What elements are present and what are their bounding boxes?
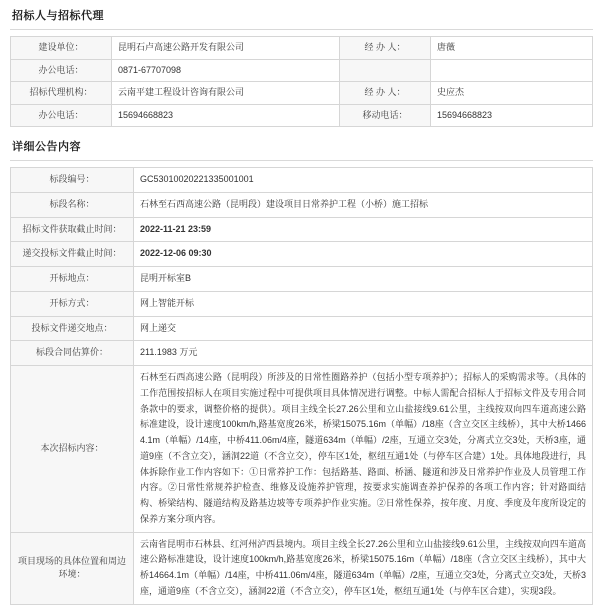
table-row [11, 168, 593, 193]
row-value: 0871-67707098 [112, 59, 340, 82]
row-value: 2022-12-06 09:30 [134, 242, 593, 267]
table-row [11, 37, 593, 60]
row-value: 云南平建工程设计咨询有限公司 [112, 82, 340, 105]
table-row [11, 59, 593, 82]
table-row [11, 316, 593, 341]
section-title-detail: 详细公告内容 [10, 131, 593, 161]
row-label: 递交投标文件截止时间： [11, 242, 134, 267]
row-label: 开标地点： [11, 267, 134, 292]
table-row [11, 532, 593, 604]
row-label: 办公电话： [11, 104, 112, 127]
row-value: 石林至石西高速公路（昆明段）所涉及的日常性圈路养护（包括小型专项养护）；招标人的采购需求等。（具体的工作范围按招标人在项目实施过程中可提供项目具体情况进行调整。中标人需配合招标人于招标文件及专用合同条款中的要求，调整价格的提供）。项目主线全长27.26公里和立山盐接线9.61公里，主线按双向四车道高速公路标准建设，设计速度100km/h,路基宽度26米，桥梁15075.16m（单幅）/18座（含立交区主线桥），其中大桥14664.1m（单幅）/14座，中桥411.06m/4座，隧道634m（单幅）/2座，互通立交3处，分离式立交3处，天桥3座，通道9座（不含立交），涵洞22道（不含立交），停车区1处，枢纽互通1处（与停车区合建）1处。具体地段进行，具体拆除作业工作内容如下：①日常养护工作：包括路基、路面、桥涵、隧道和涉及日常养护作业及人员管理工作内容。②日常性常规养护检查、维修及设施养护管理，按要求实施调查养护保养的各项工作内容；针对路面结构、桥梁结构、隧道结构及路基边坡等专项养护作业实施。②日常性保养，按年度、月度、季度及年度所设定的保养方案分项内容。 [134, 366, 593, 533]
row-value: 昆明石卢高速公路开发有限公司 [112, 37, 340, 60]
table-row [11, 192, 593, 217]
row-value [431, 59, 593, 82]
row-value: 石林至石西高速公路（昆明段）建设项目日常养护工程（小桥）施工招标 [134, 192, 593, 217]
row-label: 投标文件递交地点： [11, 316, 134, 341]
row-label: 开标方式： [11, 291, 134, 316]
row-value: 网上智能开标 [134, 291, 593, 316]
row-label: 招标文件获取截止时间： [11, 217, 134, 242]
row-label: 标段合同估算价： [11, 341, 134, 366]
row-value: 15694668823 [431, 104, 593, 127]
section-title-bidder: 招标人与招标代理 [10, 0, 593, 30]
row-label: 标段编号： [11, 168, 134, 193]
table-row [11, 217, 593, 242]
row-label: 标段名称： [11, 192, 134, 217]
table-row [11, 366, 593, 533]
row-label: 招标代理机构： [11, 82, 112, 105]
row-value: 15694668823 [112, 104, 340, 127]
row-value: 昆明开标室B [134, 267, 593, 292]
table-row [11, 82, 593, 105]
table-row [11, 291, 593, 316]
row-label: 移动电话： [340, 104, 431, 127]
row-value: 2022-11-21 23:59 [134, 217, 593, 242]
row-value: 史应杰 [431, 82, 593, 105]
row-label [340, 59, 431, 82]
detail-content-table [10, 167, 593, 605]
table-row [11, 267, 593, 292]
row-label: 办公电话： [11, 59, 112, 82]
row-label: 建设单位： [11, 37, 112, 60]
row-value: GC53010020221335001001 [134, 168, 593, 193]
row-value: 云南省昆明市石林县、红河州泸西县境内。项目主线全长27.26公里和立山盐接线9.61公里，主线按双向四车道高速公路标准建设，设计速度100km/h,路基宽度26米，桥梁15075.16m（单幅）/18座（含立交区主线桥），其中大桥14664.1m（单幅）/14座，中桥411.06m/4座，隧道634m（单幅）/2座，互通立交3处，分离式立交3处，天桥3座，通道9座（不含立交），涵洞22道（不含立交），停车区1处，枢纽互通1处（与停车区合建），实现3段。 [134, 532, 593, 604]
row-label: 经 办 人： [340, 82, 431, 105]
row-label: 经 办 人： [340, 37, 431, 60]
row-label: 本次招标内容： [11, 366, 134, 533]
row-value: 网上递交 [134, 316, 593, 341]
row-label: 项目现场的具体位置和周边环境： [11, 532, 134, 604]
row-value: 唐薇 [431, 37, 593, 60]
row-value: 211.1983 万元 [134, 341, 593, 366]
table-row [11, 341, 593, 366]
table-row [11, 242, 593, 267]
table-row [11, 104, 593, 127]
bidder-info-table [10, 36, 593, 127]
